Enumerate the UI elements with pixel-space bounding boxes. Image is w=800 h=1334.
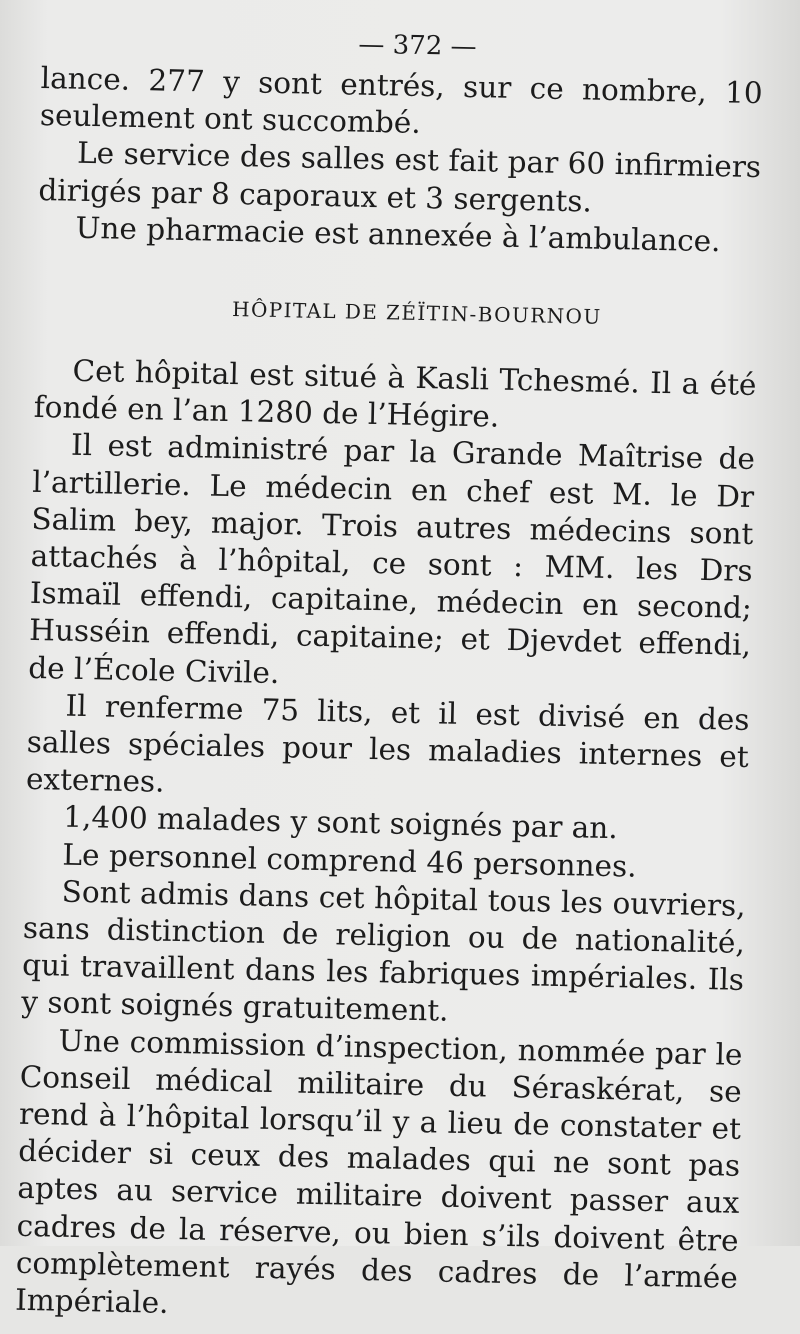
page-text bbox=[15, 18, 764, 1334]
section-heading: HÔPITAL DE ZÉÏTIN-BOURNOU bbox=[231, 297, 602, 329]
paragraph-administration: Il est administré par la Grande Maîtrise de l’artillerie. Le médecin en chef est M. le Dr Salim bey, major. Trois autres médecins sont attachés à l’hôpital, ce sont : MM. les Drs Ismaïl effendi, capitaine, médecin en second; Husséin effendi, capitaine; et Djevdet effendi, de l’École Civile. bbox=[28, 428, 756, 690]
paragraph-lits: Il renferme 75 lits, et il est divisé en des salles spéciales pour les maladies internes et externes. bbox=[25, 688, 750, 799]
paragraph-service: Le service des salles est fait par 60 infirmiers dirigés par 8 caporaux et 3 sergents. bbox=[38, 136, 762, 219]
page-number: — 372 — bbox=[358, 29, 477, 63]
paragraph-commission: Une commission d’inspection, nommée par le Conseil médical militaire du Séraskérat, se rend à l’hôpital lorsqu’il y a lieu de constater et décider si ceux des malades qui ne sont pas aptes au service militaire doivent passer aux cadres de la réserve, ou bien s’ils doivent être complètement rayés des cadres de l’armée Impériale. bbox=[14, 1023, 743, 1321]
paragraph-continuation: lance. 277 y sont entrés, sur ce nombre, 10 seulement ont succombé. bbox=[39, 60, 763, 141]
paragraph-admission: Sont admis dans cet hôpital tous les ouvriers, sans distinction de religion ou de nationalité, qui travaillent dans les fabriques impériales. Ils y sont soignés gratuitement. bbox=[21, 874, 746, 1029]
paragraph-malades: 1,400 malades y sont soignés par an. bbox=[62, 800, 619, 846]
paragraph-pharmacie: Une pharmacie est annexée à l’ambulance. bbox=[75, 210, 721, 259]
paragraph-personnel: Le personnel comprend 46 personnes. bbox=[62, 837, 637, 884]
paragraph-situation: Cet hôpital est situé à Kasli Tchesmé. Il a été fondé en l’an 1280 de l’Hégire. bbox=[33, 353, 757, 434]
